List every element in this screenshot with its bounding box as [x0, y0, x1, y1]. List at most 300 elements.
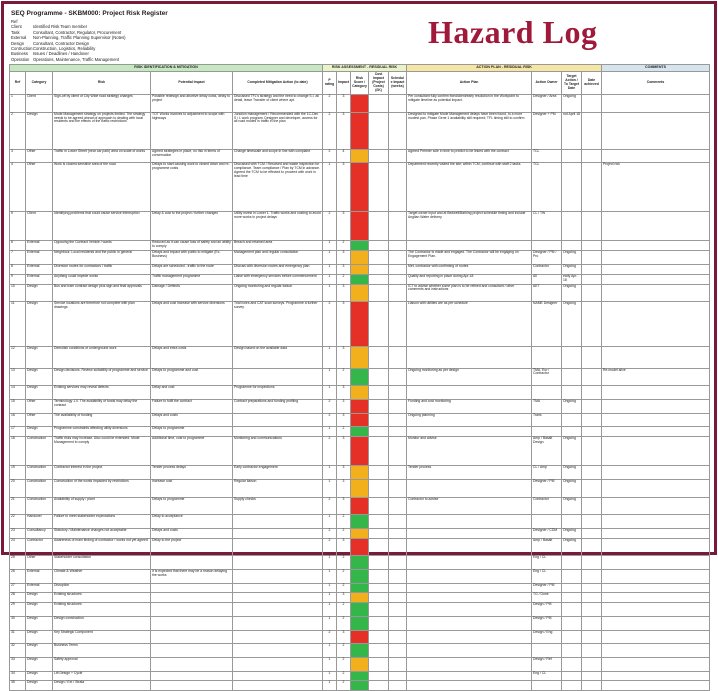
row-schedule-impact	[389, 399, 407, 413]
row-category: Client	[26, 95, 53, 113]
row-schedule-impact	[389, 593, 407, 603]
row-date-achieved	[582, 251, 602, 265]
row-potential-impact	[151, 556, 233, 570]
row-category: Construction	[26, 436, 53, 465]
row-target-date	[562, 386, 582, 400]
row-comments	[602, 149, 710, 163]
col-risk: Risk	[53, 72, 151, 95]
row-potential-impact: Delays to start causing work to closed down and re-programme costs	[151, 163, 233, 212]
row-potential-impact: Failure to fulfil the contract	[151, 399, 233, 413]
row-cost-impact	[369, 583, 389, 593]
row-probability: 1	[323, 593, 337, 603]
row-action-owner: Designer / PM	[532, 583, 562, 593]
row-action-plan	[407, 538, 532, 556]
band-residual: RISK ASSESSMENT - RESIDUAL RISK	[323, 65, 407, 72]
row-impact: 2	[337, 671, 351, 681]
table-row	[10, 302, 710, 347]
row-impact: 3	[337, 386, 351, 400]
row-probability: 1	[323, 479, 337, 497]
row-action-owner	[532, 681, 562, 691]
row-action-owner: All	[532, 274, 562, 284]
row-comments	[602, 413, 710, 427]
row-potential-impact: Tender process delays	[151, 466, 233, 480]
row-date-achieved	[582, 436, 602, 465]
row-risk: Availability of supply / plant	[53, 497, 151, 515]
table-row	[10, 630, 710, 644]
row-ref: 23	[10, 528, 26, 538]
row-risk-score	[351, 583, 369, 593]
row-schedule-impact	[389, 302, 407, 347]
col-ref: Ref	[10, 72, 26, 95]
row-comments	[602, 274, 710, 284]
row-probability: 1	[323, 386, 337, 400]
row-date-achieved	[582, 657, 602, 671]
row-action-owner: Design / PM	[532, 616, 562, 630]
row-comments	[602, 241, 710, 251]
row-comments	[602, 479, 710, 497]
row-ref: 11	[10, 302, 26, 347]
row-potential-impact: Increase cost	[151, 479, 233, 497]
table-row	[10, 657, 710, 671]
row-category: Design	[26, 427, 53, 437]
row-probability: 2	[323, 528, 337, 538]
meta-value: Operations, Maintenance, Traffic Management	[33, 56, 120, 62]
table-row	[10, 212, 710, 241]
table-row	[10, 569, 710, 583]
row-ref: 12	[10, 347, 26, 369]
row-cost-impact	[369, 436, 389, 465]
row-mitigation: Discussed TFL's strategy and the need to change S.I. all detail, leave Transfer of client where apt.	[233, 95, 323, 113]
table-row	[10, 671, 710, 681]
row-mitigation: Liaise with emergency services before commencement	[233, 274, 323, 284]
row-risk-score	[351, 241, 369, 251]
row-ref: 28	[10, 593, 26, 603]
row-date-achieved	[582, 95, 602, 113]
row-potential-impact	[151, 671, 233, 681]
row-target-date: Ongoing	[562, 538, 582, 556]
row-impact: 2	[337, 603, 351, 617]
row-cost-impact	[369, 427, 389, 437]
row-risk-score	[351, 630, 369, 644]
row-potential-impact	[151, 644, 233, 658]
row-action-plan	[407, 528, 532, 538]
row-category: Handover	[26, 515, 53, 529]
row-impact: 2	[337, 556, 351, 570]
row-risk-score	[351, 479, 369, 497]
row-impact: 2	[337, 241, 351, 251]
row-ref: 18	[10, 436, 26, 465]
row-schedule-impact	[389, 515, 407, 529]
page-title: Hazard Log	[428, 14, 598, 50]
row-ref: 31	[10, 630, 26, 644]
meta-key: Client	[11, 24, 22, 30]
row-ref: 33	[10, 657, 26, 671]
meta-value: Issues / Deadlines / Handover	[33, 51, 89, 57]
row-category: Design	[26, 386, 53, 400]
meta-key: Task	[11, 29, 20, 35]
row-action-plan	[407, 515, 532, 529]
row-impact: 3	[337, 347, 351, 369]
row-date-achieved	[582, 149, 602, 163]
row-comments	[602, 657, 710, 671]
row-probability: 1	[323, 284, 337, 302]
row-impact: 2	[337, 681, 351, 691]
row-date-achieved	[582, 569, 602, 583]
register-header	[11, 10, 168, 62]
row-risk-score	[351, 413, 369, 427]
row-risk: Lift Design + Cycle	[53, 671, 151, 681]
row-schedule-impact	[389, 112, 407, 149]
row-probability: 2	[323, 436, 337, 465]
row-potential-impact	[151, 616, 233, 630]
row-schedule-impact	[389, 149, 407, 163]
row-target-date: Ongoing	[562, 251, 582, 265]
row-ref: 30	[10, 616, 26, 630]
table-row	[10, 593, 710, 603]
row-action-owner	[532, 347, 562, 369]
col-cost-impact: Cost Impact (Project Costs) (£K)	[369, 72, 389, 95]
risk-table	[9, 64, 710, 691]
row-probability: 2	[323, 112, 337, 149]
col-action-owner: Action Owner	[532, 72, 562, 95]
row-ref: 3	[10, 149, 26, 163]
row-category: Design	[26, 657, 53, 671]
row-risk-score	[351, 284, 369, 302]
row-schedule-impact	[389, 386, 407, 400]
row-comments	[602, 616, 710, 630]
row-comments	[602, 569, 710, 583]
row-risk: Stakeholder consultation	[53, 556, 151, 570]
row-schedule-impact	[389, 251, 407, 265]
row-mitigation	[233, 538, 323, 556]
row-category: Design	[26, 112, 53, 149]
row-probability: 1	[323, 368, 337, 386]
row-mitigation: Early contractor engagement	[233, 466, 323, 480]
row-probability: 1	[323, 583, 337, 593]
meta-value: Consultant, Contractor, Regulator, Procurement	[33, 29, 122, 35]
table-row	[10, 616, 710, 630]
row-category: Construction	[26, 466, 53, 480]
meta-value: Construction, Logistics, Reliability	[33, 46, 96, 52]
row-probability: 1	[323, 251, 337, 265]
row-mitigation: Contract preparations and funding profiling	[233, 399, 323, 413]
band-identification: RISK IDENTIFICATION & MITIGATION	[10, 65, 323, 72]
row-risk-score	[351, 497, 369, 515]
row-risk: Mode Management strategy on projects limited. The strategy needs to be agreed ahead of approach to dealing with local residents and the effects of the traffic restrictions	[53, 112, 151, 149]
row-risk-score	[351, 95, 369, 113]
row-schedule-impact	[389, 163, 407, 212]
table-row	[10, 681, 710, 691]
row-schedule-impact	[389, 630, 407, 644]
row-category: Design	[26, 284, 53, 302]
column-header-row	[10, 72, 710, 95]
col-action-plan: Action Plan	[407, 72, 532, 95]
row-action-plan	[407, 479, 532, 497]
row-risk: Disruption	[53, 583, 151, 593]
row-cost-impact	[369, 284, 389, 302]
row-action-owner	[532, 515, 562, 529]
row-action-plan: Ongoing planning	[407, 413, 532, 427]
row-target-date: Ongoing	[562, 302, 582, 347]
row-target-date	[562, 644, 582, 658]
row-category: Contractor	[26, 538, 53, 556]
band-action: ACTION PLAN - RESIDUAL RISK	[407, 65, 602, 72]
row-date-achieved	[582, 163, 602, 212]
row-date-achieved	[582, 466, 602, 480]
row-target-date	[562, 569, 582, 583]
row-potential-impact: Additional time, cost to programme	[151, 436, 233, 465]
row-probability: 1	[323, 644, 337, 658]
table-row	[10, 251, 710, 265]
row-action-plan: Liaison with utilities are as per schedule	[407, 302, 532, 347]
row-mitigation: Ongoing monitoring and regular liaison	[233, 284, 323, 302]
row-risk: Design / Ext / Strata	[53, 681, 151, 691]
row-risk: Work is closest sensitive area of the road	[53, 163, 151, 212]
table-row	[10, 274, 710, 284]
row-mitigation	[233, 583, 323, 593]
row-schedule-impact	[389, 616, 407, 630]
row-risk: Awareness of main finding of contractor / works not yet agreed	[53, 538, 151, 556]
table-row	[10, 556, 710, 570]
row-ref: 15	[10, 399, 26, 413]
row-category: Construction	[26, 479, 53, 497]
row-risk: Service locations are therefore not complete with plan drawings	[53, 302, 151, 347]
row-schedule-impact	[389, 681, 407, 691]
row-mitigation: Junction management / Recommended with the 1C-Dec S / L work program, Designer and developer, access for all road modes in traffic in the plan	[233, 112, 323, 149]
row-risk: Diversion routes for contractors / traffic	[53, 264, 151, 274]
row-target-date	[562, 427, 582, 437]
band-comments: COMMENTS	[602, 65, 710, 72]
row-comments	[602, 302, 710, 347]
col-impact: Impact	[337, 72, 351, 95]
meta-key: External	[11, 35, 27, 41]
row-mitigation: Trial holes and CAT scan surveys. Programme a further survey.	[233, 302, 323, 347]
table-row	[10, 264, 710, 274]
row-mitigation	[233, 593, 323, 603]
row-potential-impact: Delays and cost increase with service diversions	[151, 302, 233, 347]
row-action-owner: Design / PM	[532, 603, 562, 617]
row-ref: 24	[10, 538, 26, 556]
row-probability: 2	[323, 149, 337, 163]
row-mitigation: Programme for inspections	[233, 386, 323, 400]
row-impact: 3	[337, 436, 351, 465]
row-schedule-impact	[389, 241, 407, 251]
row-impact: 3	[337, 264, 351, 274]
row-risk: Safety approval	[53, 657, 151, 671]
row-comments	[602, 399, 710, 413]
table-row	[10, 466, 710, 480]
row-schedule-impact	[389, 657, 407, 671]
row-comments	[602, 603, 710, 617]
row-action-plan	[407, 583, 532, 593]
row-cost-impact	[369, 399, 389, 413]
row-risk: Opposing the Contract Vehicle / wards	[53, 241, 151, 251]
row-date-achieved	[582, 241, 602, 251]
meta-line	[11, 57, 168, 62]
row-risk-score	[351, 569, 369, 583]
row-date-achieved	[582, 593, 602, 603]
row-target-date	[562, 163, 582, 212]
row-schedule-impact	[389, 569, 407, 583]
meta-key: Contruction	[11, 46, 33, 52]
row-target-date	[562, 681, 582, 691]
row-comments	[602, 515, 710, 529]
row-risk: Neighbour, Local residents and the public in general	[53, 251, 151, 265]
row-risk-score	[351, 427, 369, 437]
row-comments	[602, 284, 710, 302]
row-action-plan	[407, 603, 532, 617]
row-comments	[602, 251, 710, 265]
row-date-achieved	[582, 538, 602, 556]
row-cost-impact	[369, 368, 389, 386]
row-date-achieved	[582, 528, 602, 538]
row-risk-score	[351, 212, 369, 241]
row-schedule-impact	[389, 603, 407, 617]
row-target-date: early Apr-18	[562, 274, 582, 284]
row-cost-impact	[369, 163, 389, 212]
row-risk-score	[351, 671, 369, 681]
row-action-plan	[407, 556, 532, 570]
row-risk-score	[351, 515, 369, 529]
row-category: External	[26, 264, 53, 274]
row-risk-score	[351, 657, 369, 671]
row-action-owner: Contractor	[532, 497, 562, 515]
table-row	[10, 284, 710, 302]
row-potential-impact: Delays to programme and cost	[151, 368, 233, 386]
meta-key: Ref	[11, 19, 18, 24]
row-ref: 32	[10, 644, 26, 658]
row-cost-impact	[369, 112, 389, 149]
row-comments	[602, 593, 710, 603]
row-risk-score	[351, 538, 369, 556]
row-ref: 8	[10, 264, 26, 274]
row-ref: 20	[10, 479, 26, 497]
row-target-date	[562, 630, 582, 644]
row-category: External	[26, 251, 53, 265]
row-action-plan: Per consultant fully confirm fixed/client/early resolution in the Workpoint to mitigate timeline as potential impact.	[407, 95, 532, 113]
table-row	[10, 347, 710, 369]
row-category: Design	[26, 593, 53, 603]
row-target-date: Ongoing	[562, 436, 582, 465]
row-cost-impact	[369, 264, 389, 274]
row-risk-score	[351, 644, 369, 658]
row-risk: Failure to meet stakeholder expectations	[53, 515, 151, 529]
row-risk-score	[351, 466, 369, 480]
row-ref: 25	[10, 556, 26, 570]
row-ref: 10	[10, 284, 26, 302]
row-date-achieved	[582, 386, 602, 400]
row-potential-impact	[151, 603, 233, 617]
row-action-plan: Tender process	[407, 466, 532, 480]
row-risk: Climate & Weather	[53, 569, 151, 583]
row-risk: Existing services may reveal defects	[53, 386, 151, 400]
row-probability: 2	[323, 538, 337, 556]
table-row	[10, 583, 710, 593]
row-target-date: Ongoing	[562, 284, 582, 302]
row-risk: Terminology 1.0. The availability of funds may delay the contract	[53, 399, 151, 413]
row-potential-impact: Possible redesign and abortive delay costs, delay to project	[151, 95, 233, 113]
row-category: Other	[26, 413, 53, 427]
row-schedule-impact	[389, 479, 407, 497]
row-probability: 2	[323, 413, 337, 427]
row-potential-impact: Delays are scheduled - traffic to the route	[151, 264, 233, 274]
row-potential-impact	[151, 583, 233, 593]
row-category: Consultancy	[26, 528, 53, 538]
row-cost-impact	[369, 630, 389, 644]
row-schedule-impact	[389, 347, 407, 369]
row-mitigation: Change timescale and scope in line with complaint	[233, 149, 323, 163]
row-action-owner: Designer / PM	[532, 479, 562, 497]
row-potential-impact: Delays and costs	[151, 528, 233, 538]
row-date-achieved	[582, 112, 602, 149]
row-action-owner: Contractor	[532, 264, 562, 274]
row-mitigation	[233, 556, 323, 570]
row-risk-score	[351, 681, 369, 691]
row-category: Design	[26, 616, 53, 630]
row-impact: 3	[337, 163, 351, 212]
row-comments	[602, 436, 710, 465]
row-comments	[602, 630, 710, 644]
row-cost-impact	[369, 644, 389, 658]
row-category: Other	[26, 556, 53, 570]
row-action-plan	[407, 427, 532, 437]
row-impact: 3	[337, 95, 351, 113]
row-probability: 1	[323, 466, 337, 480]
row-probability: 2	[323, 95, 337, 113]
table-row	[10, 149, 710, 163]
row-action-plan: The Contractor is made and engaged. The Contractor will be engaging on Engagement Plan.	[407, 251, 532, 265]
row-action-owner: TG / Done	[532, 593, 562, 603]
row-risk: Traffic in Lower Street (near car park) area on scale of works	[53, 149, 151, 163]
row-potential-impact	[151, 681, 233, 691]
row-action-plan	[407, 616, 532, 630]
row-ref: 1	[10, 95, 26, 113]
row-risk: Existing structures	[53, 593, 151, 603]
row-probability: 1	[323, 274, 337, 284]
row-target-date: Ongoing	[562, 95, 582, 113]
table-row	[10, 479, 710, 497]
table-row	[10, 436, 710, 465]
row-action-owner: TMA, Eur / Contractor	[532, 368, 562, 386]
row-risk-score	[351, 368, 369, 386]
row-comments	[602, 671, 710, 681]
row-target-date	[562, 616, 582, 630]
meta-value: Non-Planning, Traffic Planning Supervisor (Notes)	[33, 35, 126, 41]
row-action-plan: Met, contractor with confirming of routes	[407, 264, 532, 274]
row-action-owner: TMA	[532, 399, 562, 413]
row-risk-score	[351, 163, 369, 212]
row-impact: 2	[337, 657, 351, 671]
row-category: External	[26, 274, 53, 284]
row-impact: 2	[337, 427, 351, 437]
row-impact: 2	[337, 583, 351, 593]
row-impact: 3	[337, 212, 351, 241]
row-risk: Design construction	[53, 616, 151, 630]
row-category: Design	[26, 368, 53, 386]
row-cost-impact	[369, 657, 389, 671]
row-risk: Demolish conditions of underground work	[53, 347, 151, 369]
row-potential-impact: Damage / Deflects	[151, 284, 233, 302]
row-ref: 7	[10, 251, 26, 265]
row-cost-impact	[369, 569, 389, 583]
meta-key: Business	[11, 51, 28, 57]
row-action-plan	[407, 569, 532, 583]
meta-key: Design	[11, 40, 25, 46]
register-heading: SEQ Programme - SKBM000: Project Risk Register	[11, 10, 168, 17]
row-target-date: Ongoing	[562, 497, 582, 515]
row-mitigation: Discuss with diversion routes and emergency plan	[233, 264, 323, 274]
row-probability: 1	[323, 427, 337, 437]
